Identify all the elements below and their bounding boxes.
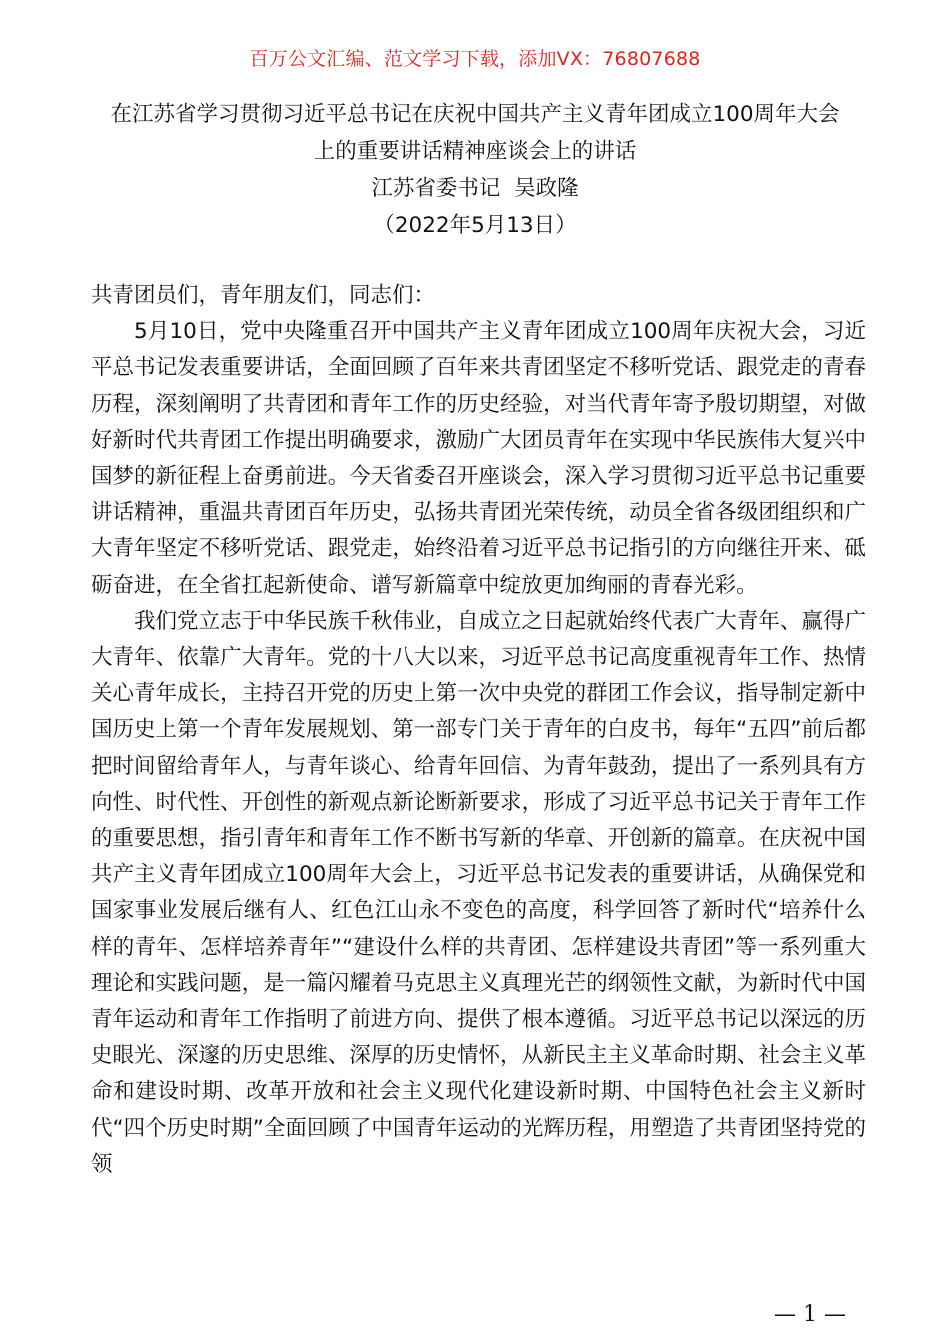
speech-date: （2022年5月13日） [373, 213, 577, 238]
salutation: 共青团员们，青年朋友们，同志们： [91, 283, 436, 308]
paragraph: 我们党立志于中华民族千秋伟业，自成立之日起就始终代表广大青年、赢得广大青年、依靠广大青年。党的十八大以来，习近平总书记高度重视青年工作、热情关心青年成长，主持召开党的历史上第一次中央党的群团工作会议，指导制定新中国历史上第一个青年发展规划、第一部专门关于青年的白皮书，每年“五四”前后都把时间留给青年人，与青年谈心、给青年回信、为青年鼓劲，提出了一系列具有方向性、时代性、开创性的新观点新论断新要求，形成了习近平总书记关于青年工作的重要思想，指引青年和青年工作不断书写新的华章、开创新的篇章。在庆祝中国共产主义青年团成立100周年大会上，习近平总书记发表的重要讲话，从确保党和国家事业发展后继有人、红色江山永不变色的高度，科学回答了新时代“培养什么样的青年、怎样培养青年”“建设什么样的共青团、怎样建设共青团”等一系列重大理论和实践问题，是一篇闪耀着马克思主义真理光芒的纲领性文献，为新时代中国青年运动和青年工作指明了前进方向、提供了根本遵循。习近平总书记以深远的历史眼光、深邃的历史思维、深厚的历史情怀，从新民主主义革命时期、社会主义革命和建设时期、改革开放和社会主义现代化建设新时期、中国特色社会主义新时代“四个历史时期”全面回顾了中国青年运动的光辉历程，用塑造了共青团坚持党的领 [91, 608, 866, 1177]
speech-title-line-1: 在江苏省学习贯彻习近平总书记在庆祝中国共产主义青年团成立100周年大会 [110, 102, 840, 127]
title-block [60, 96, 890, 244]
speech-author: 江苏省委书记 吴政隆 [371, 176, 579, 201]
paragraph: 5月10日，党中央隆重召开中国共产主义青年团成立100周年庆祝大会，习近平总书记发表重要讲话，全面回顾了百年来共青团坚定不移听党话、跟党走的青春历程，深刻阐明了共青团和青年工作的历史经验，对当代青年寄予殷切期望，对做好新时代共青团工作提出明确要求，激励广大团员青年在实现中华民族伟大复兴中国梦的新征程上奋勇前进。今天省委召开座谈会，深入学习贯彻习近平总书记重要讲话精神，重温共青团百年历史，弘扬共青团光荣传统，动员全省各级团组织和广大青年坚定不移听党话、跟党走，始终沿着习近平总书记指引的方向继往开来、砥砺奋进，在全省扛起新使命、谱写新篇章中绽放更加绚丽的青春光彩。 [91, 319, 866, 598]
promo-banner: 百万公文汇编、范文学习下载，添加VX：76807688 [249, 48, 701, 70]
speech-title-line-2: 上的重要讲话精神座谈会上的讲话 [313, 139, 637, 164]
speech-body [91, 278, 866, 1183]
page-number: — 1 — [774, 1302, 846, 1327]
